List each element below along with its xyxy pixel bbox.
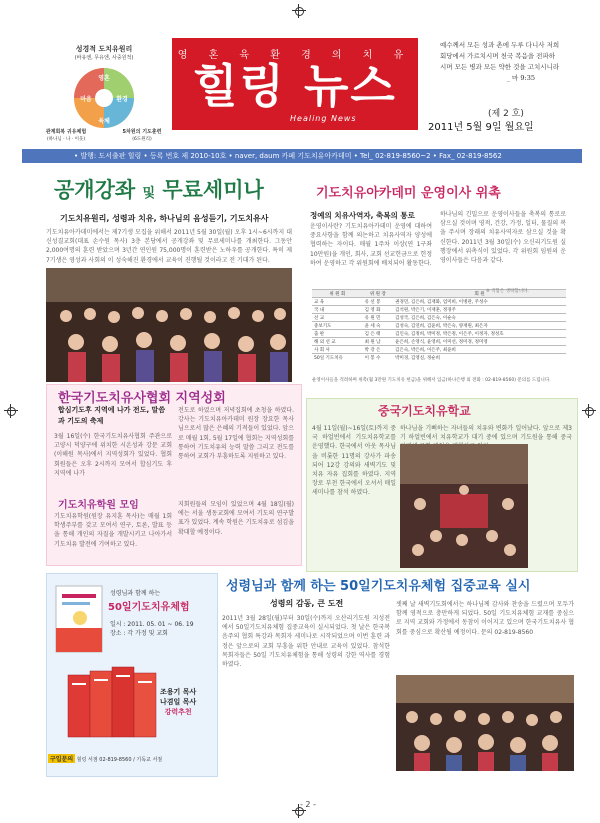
lecture-headline-a: 공개강좌 — [54, 178, 136, 202]
lecture-body: 기도치유아카데미에서는 제7기생 모집을 위해서 2011년 5월 30일(월) 오후 1시~6시까지 대신성결교회(대표 손수원 목사) 3층 본당에서 공개강좌 및 무료세미나를 개최한다. 그동안 2,000여명의 훈련 받았으며 3년간 연인원 75,000명이 훈련받은 노하우를 공개한다. 특히 제7기생은 영성과 사회의 이 성숙해진 환경에서 교육이 진행될 것이라고 전 기대가 된다. — [46, 229, 292, 264]
experience-body-col1: 2011년 3월 28일(월)부터 30일(수)까지 오산리기도원 지성전에서 50일기도치유체험 집중교육이 실시되었다. 첫 날은 한국복음주의 협회 특강과 목회자 세미나로 시작되었으며 이번 훈련 과정은 앞으로의 교회 부흥을 위한 안내로 교육이 있었다. 참석한 목회자들은 50일 기도치유체험을 통해 성령의 강한 역사를 경험하였다. — [222, 615, 390, 669]
logo-bottom-right-sub: (6도원리) — [132, 137, 152, 142]
logo-title: 성경적 도치유원리 — [75, 45, 133, 53]
table-row — [312, 306, 566, 314]
healing-principles-logo — [42, 42, 166, 146]
table-cell: 이 봉 수 — [363, 354, 394, 362]
table-row — [312, 314, 566, 322]
table-row — [312, 322, 566, 330]
masthead-english-title: Healing News — [290, 114, 357, 123]
table-cell: 김성숙, 김연희, 김윤희, 박은숙, 양재원, 최은자 — [393, 322, 566, 330]
association-headline: 한국기도치유사협회 지역성회 — [58, 391, 226, 406]
table-cell: 김인숙, 김정희, 박미정, 박은정, 이은주, 이정자, 정성호 — [393, 330, 566, 338]
experience-photo — [396, 675, 574, 771]
table-cell: 해 외 선 교 — [312, 338, 363, 346]
table-cell: 선 교 — [312, 314, 363, 322]
table-cell: 권경민, 김은희, 김재화, 엄미희, 이병관, 주성수 — [393, 298, 566, 306]
logo-bottom-left-sub: (하나님 · 나 · 이웃) — [46, 137, 86, 142]
board-body-col2: 하나님의 긴밀으로 운영이사들을 축복의 통로로 삼으실 것이며 영적, 건강, 가정, 일터, 물질의 복을 주시며 장래의 치유사역자로 삼으실 것을 확신한다. 2011년 3월 30일(수) 오신리기도원 실행장에서 위촉식이 있었다. 각 위원회 임원의 운영이사들은 다음과 같다. — [440, 211, 566, 265]
china-body-col2: 하나님을 기뻐하는 자녀들의 치유와 변화가 일어났다. 앞으로 제3기 하얼빈에서 치유학교가 대기 중에 있으며 기도원을 통해 중국 — [400, 425, 572, 442]
logo-left-label: 마음 — [80, 96, 92, 103]
recommender-1: 조용기 목사 — [160, 688, 197, 696]
table-cell: 유 원 민 — [363, 314, 394, 322]
masthead-slogan: 영 혼 육 환 경 의 치 유 — [177, 50, 413, 61]
logo-bottom-left: 관계회복 귀유체험 — [45, 129, 87, 135]
board-subtitle: 정예의 치유사역자, 축복의 통로 — [310, 211, 415, 220]
table-cell: 김 영 화 — [363, 306, 394, 314]
table-cell: 박미경, 김영실, 정순희 — [393, 354, 566, 362]
table-row — [312, 346, 566, 354]
association-subtitle: 합심기도후 지역에 나가 전도, 말씀과 기도의 축제 — [58, 406, 166, 425]
table-cell: 교 육 — [312, 298, 363, 306]
logo-subtitle: (바유엔, 무유엔, 사중원적) — [74, 55, 134, 61]
edition-number: (제 2 호) — [488, 109, 524, 119]
purchase-inquiry-label: 구입문의 — [50, 756, 74, 763]
crop-mark-right — [582, 404, 596, 418]
logo-bottom-label: 육체 — [98, 118, 110, 125]
table-row — [312, 338, 566, 346]
ad-title: 50일기도치유체험 — [108, 602, 190, 613]
masthead — [172, 38, 418, 130]
table-header-cell: 위 원 회 — [312, 290, 363, 298]
logo-top-label: 영혼 — [98, 75, 110, 82]
table-cell: 김은숙, 박은희, 이은주, 최윤희 — [393, 346, 566, 354]
masthead-title: 힐링 뉴스 — [193, 59, 397, 113]
lecture-headline-and: 및 — [142, 186, 156, 201]
table-cell: 사 회 사 — [312, 346, 363, 354]
book-cover-image — [54, 584, 106, 656]
logo-right-label: 환경 — [116, 96, 128, 103]
board-headline: 기도치유아카데미 운영이사 위촉 — [316, 186, 501, 201]
table-cell: 50일 기도치유 — [312, 354, 363, 362]
strong-recommendation: 강력추천 — [164, 708, 192, 716]
issue-date: 2011년 5월 9일 월요일 — [428, 122, 534, 133]
school-body-col1: 기도치유학원(원장 유지훈 목사)는 매월 1회 학생주부를 갖고 모여서 연구, 토론, 발표 등을 통해 개인의 자질을 개발시키고 나아가서 기도치유 발전에 기여하고 있다. — [54, 513, 172, 548]
table-row — [312, 298, 566, 306]
table-row — [312, 330, 566, 338]
ad-period: 일시 : 2011. 05. 01 ~ 06. 19 — [110, 621, 194, 628]
experience-subtitle: 성령의 감동, 큰 도전 — [270, 599, 344, 608]
china-school-photo — [400, 444, 528, 568]
lecture-subtitle: 기도치유원리, 성령과 치유, 하나님의 음성듣기, 기도치유사 — [60, 214, 269, 223]
book-stack-image — [66, 665, 162, 741]
table-cell: 김성국, 김은희, 김은숙, 이순숙 — [393, 314, 566, 322]
china-school-headline: 중국기도치유학교 — [378, 404, 471, 418]
crop-mark-left — [4, 404, 18, 418]
table-cell: 유 선 봉 — [363, 298, 394, 306]
table-cell: 중보기도 — [312, 322, 363, 330]
table-cell: 김 은 태 — [363, 330, 394, 338]
verse-line: 시며 모든 병과 모든 약한 것을 고치시니라 — [440, 63, 560, 71]
logo-bottom-right: 5차원의 기도훈련 — [122, 129, 162, 135]
ad-place: 장소 : 각 가정 및 교회 — [110, 630, 168, 637]
lecture-headline-b: 무료세미나 — [162, 178, 264, 202]
association-body-col1: 3월 16일(수) 한국기도치유사협회 주관으로 고양시 덕양구에 위치한 시온성과 강문 교회(이해원 목사)에서 지역성회가 있었다. 협회 회원들은 오후 2시까지 모여서 합심기도 후 지역에 나가 — [54, 433, 172, 477]
publication-info-bar: • 발행: 도서출판 힐링 • 등록 번호 제 2010-10호 • naver, daum 카페 기도치유아카데미 • Tel_ 02-819-8560~2 • Fax_ 02-819-8562 — [22, 149, 582, 163]
lecture-audience-photo — [46, 268, 292, 382]
table-row — [312, 354, 566, 362]
experience-headline: 성령님과 함께 하는 50일기도치유체험 집중교육 실시 — [226, 579, 531, 594]
board-body-col1: 운영이사란? 기도치유아카데미 운영에 대하여 중요사항을 함께 의논하고 치유사역자 양성에 협력하는 자이다. 매월 1주차 이상(연 1구좌 10만원)을 개인, 회사, 교회 선교헌금으로 헌정하여 운영하고 각 위원회에 배치되어 활동한다. — [310, 223, 432, 267]
ad-contact — [48, 754, 162, 763]
ad-details — [110, 620, 194, 638]
table-header-cell: 회 원 — [393, 290, 566, 298]
purchase-contact: 힐링 서점 02-819-8560 / 기독교 서점 — [76, 757, 163, 763]
table-cell: 출 판 — [312, 330, 363, 338]
china-body-col1: 4월 11일(월)~16일(토)까지 중국 하얼빈에서 기도치유학교를 운영했다. 한국에서 아웃 목사님을 비롯한 11명의 강사가 파송되어 12강 강의와 새벽기도 및 치유 자유 집회를 하였다. 지역 장로 부천 한국에서 오셔서 매일 세미나를 참석 하였다. — [312, 425, 396, 497]
board-note: 운영이사들을 격려하며 위촉(월 3만원 기도치유 헌금)을 위해서 입금(하나은행 외 전화 : 02-819-8560) 문의를 드립니다. — [312, 378, 551, 383]
table-cell: 박 강 은 — [363, 346, 394, 354]
association-body-col2: 전도로 하였으며 저녁집회에 초청을 하였다. 강사는 기도치유아카데미 원장 장요한 목사님으로서 많은 은혜의 기적들이 있었다. 앞으로 매월 1회, 5월 17일에 협회는 지역성회를 통하여 기도치유의 능력 말씀 그리고 전도를 통하여 교회가 부흥하도록 지원하고 있다. — [178, 407, 294, 461]
verse-reference: _ 마 9:35 — [506, 74, 535, 82]
table-cell: 국 내 — [312, 306, 363, 314]
table-cell: 윤은희, 손영식, 윤영희, 이미선, 정미경, 정미영 — [393, 338, 566, 346]
table-cell: 김석원, 박은기, 이재훈, 정경주 — [393, 306, 566, 314]
bible-verse — [440, 40, 575, 84]
ad-recommendation-badge — [160, 687, 196, 717]
school-meeting-headline: 기도치유학원 모임 — [58, 500, 139, 511]
recommender-2: 나겸일 목사 — [160, 698, 197, 706]
lecture-headline — [54, 174, 264, 204]
table-header-cell: 위 원 장 — [363, 290, 394, 298]
verse-line: 회당에서 가르치시며 천국 복음을 전파하 — [440, 52, 556, 60]
experience-body-col2: 셋째 날 새벽기도회에서는 하나님께 감사와 찬송을 드렸으며 모두가 함께 영적으로 충만하게 되었다. 50일 기도치유체험 교재를 중심으로 지역 교회와 가정에서 동참이 이어지고 있으며 한국기도치유사 협회를 중심으로 확산될 예정이다. 문의 02-819-8560 — [396, 601, 574, 636]
table-note-honorific: ※ 직함은 생략합니다. — [486, 289, 529, 294]
school-body-col2: 지회원들의 모임이 있었으며 4월 18일(월)에는 서울 생동교회에 모여서 기도의 연구발표가 있었다. 계속 학원은 기도치유로 섬김을 확대할 예정이다. — [178, 501, 294, 536]
ad-tagline: 성령님과 함께 하는 — [110, 590, 161, 597]
board-members-table — [312, 289, 566, 361]
table-cell: 윤 세 숙 — [363, 322, 394, 330]
table-cell: 최 원 남 — [363, 338, 394, 346]
page-number: - 2 - — [300, 800, 316, 809]
verse-line: 예수께서 모든 성과 촌에 두루 다니사 저희 — [440, 41, 560, 49]
crop-mark-top — [292, 4, 306, 18]
